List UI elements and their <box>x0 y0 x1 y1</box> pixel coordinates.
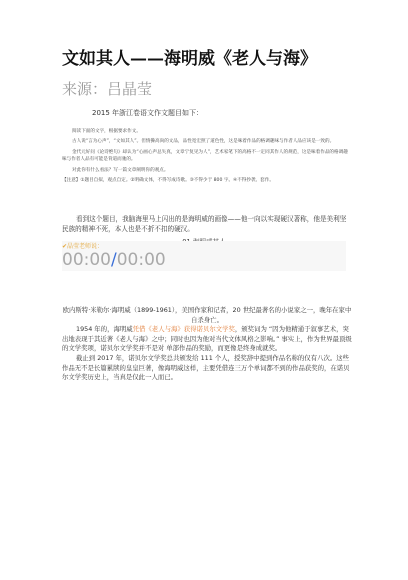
intro-paragraph: 看到这个题目，我脑海里马上闪出的是海明威的画像——他一向以实现硬汉著称，他是美利坚民族的精神不死，本人也是不折不扣的硬汉。 <box>62 215 347 233</box>
highlighted-text: 凭借《老人与海》获得诺贝尔文学奖 <box>132 325 235 334</box>
player-time <box>62 250 166 270</box>
player-label: ✔晶莹老师说： <box>62 243 104 250</box>
paragraph: 截止到 2017 年，诺贝尔文学奖总共颁发给 111 个人，授奖辞中提到作品名称的仅有八次。这些作品无不是长篇累牍的皇皇巨著，像海明威这样，主要凭借连三万个单词都不到的作品获奖的，在诺贝尔文学奖历史上，当真是仅此一人而已。 <box>62 353 350 382</box>
paragraph <box>62 325 352 354</box>
body-text <box>62 306 352 383</box>
exam-prompt <box>62 128 352 187</box>
prompt-notice: 【注意】①题目自拟，观点自定。②明确文体，不得写成诗歌。③不得少于 800 字。④不得抄袭、套作。 <box>62 178 274 184</box>
exam-label: 2015 年浙江卷语文作文题目如下： <box>92 109 204 117</box>
document-author: 来源：吕晶莹 <box>62 80 153 98</box>
time-separator: / <box>111 250 117 270</box>
document-title: 文如其人——海明威《老人与海》 <box>62 49 317 69</box>
audio-player[interactable] <box>62 241 346 271</box>
prompt-line: 对此你有什么看法？写一篇文章阐明你的观点。 <box>72 167 169 173</box>
paragraph: 欧内斯特·米勒尔·海明威（1899-1961），美国作家和记者，20 世纪最著名的小说家之一，晚年在家中自杀身亡。 <box>62 306 352 324</box>
prompt-line: 古人说“言为心声”，“文如其人”。但情操高尚的文品，品性宽宏照了道色性，这是味着作品的格调趣味与作者人品应该是一致的。 <box>72 139 335 145</box>
prompt-line: 阅读下面的文字，根据要求作文。 <box>72 129 141 134</box>
paragraph-text: 1954 年的，海明威 <box>76 325 133 334</box>
paragraph-text: ，颁奖词为 “因为他精通于叙事艺术，突出地表现于其近著《老人与海》之中；同时也因为他对当代文体风格之影响。” 事实上，作为世界最顶级的文学奖项，诺贝尔文学奖并不是对 单部作品的奖励，而更像是终身成就奖。 <box>62 325 352 353</box>
current-time: 00:00 <box>62 250 111 270</box>
prompt-line: 金代元好问《论诗绝句》却认为“心画心声总失真，文章宁复见为人”，艺术家笔下的高格不一定同其作人的规范，这是味着作品的格调趣味与作者人品有可能是背道而驰的。 <box>62 149 348 163</box>
total-time: 00:00 <box>116 250 166 270</box>
